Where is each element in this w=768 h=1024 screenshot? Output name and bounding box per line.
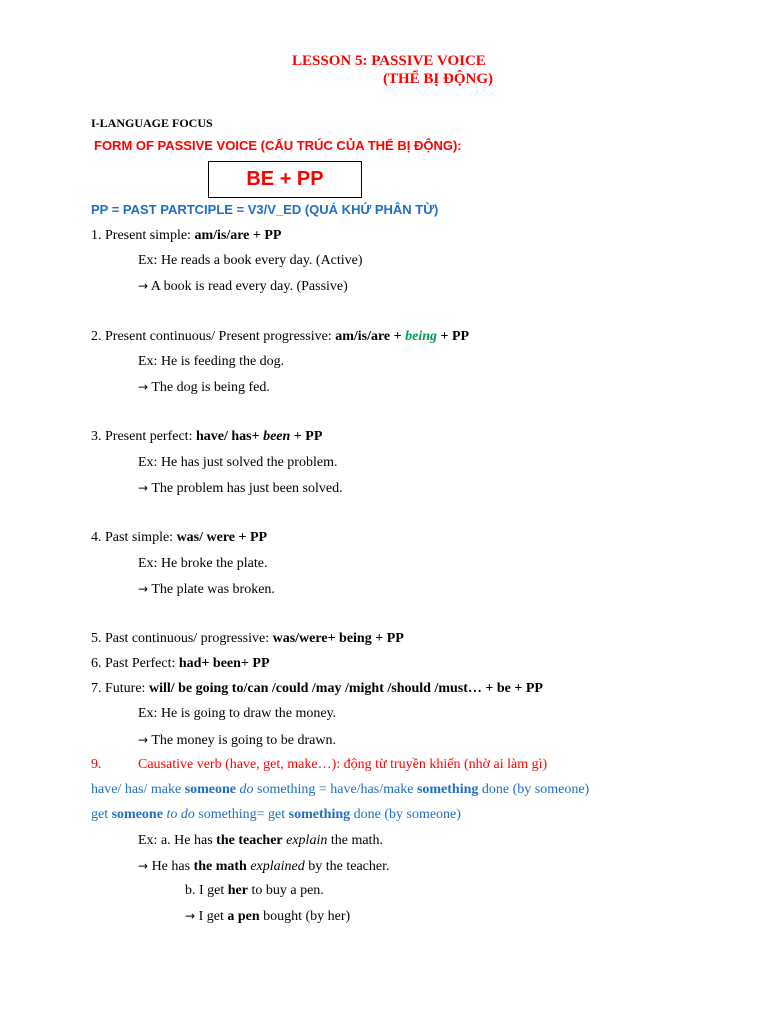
item-label: 5. Past continuous/ progressive: xyxy=(91,631,273,646)
text-part-bold: something xyxy=(288,807,351,822)
text-part-bold: someone xyxy=(184,782,237,797)
result-text: A book is read every day. (Passive) xyxy=(150,279,348,294)
item-past-continuous xyxy=(91,630,404,648)
pp-definition: PP = PAST PARTCIPLE = V3/V_ED (QUÁ KHỨ PHÂN TỪ) xyxy=(91,202,439,217)
item-causative-number: 9. xyxy=(91,757,102,772)
text-part: something= get xyxy=(194,807,289,822)
example-line: Ex: He broke the plate. xyxy=(138,556,268,571)
arrow-right-icon: → xyxy=(138,859,149,873)
item-rule: will/ be going to/can /could /may /might /should /must… + be + PP xyxy=(148,681,543,696)
arrow-right-icon: → xyxy=(138,481,149,495)
causative-example-a xyxy=(138,832,383,850)
item-rule-end: + PP xyxy=(290,429,323,444)
item-present-simple xyxy=(91,227,281,245)
form-heading: FORM OF PASSIVE VOICE (CẤU TRÚC CỦA THỂ BỊ ĐỘNG): xyxy=(94,138,462,153)
item-label: 4. Past simple: xyxy=(91,530,177,545)
result-line xyxy=(138,378,270,397)
arrow-right-icon: → xyxy=(185,909,196,923)
text-part-bold: something xyxy=(416,782,479,797)
item-label: 3. Present perfect: xyxy=(91,429,196,444)
text-part-italic: to do xyxy=(166,807,195,822)
item-label: 1. Present simple: xyxy=(91,228,195,243)
item-rule: was/ were + PP xyxy=(176,530,268,545)
example-line: Ex: He is going to draw the money. xyxy=(138,706,337,721)
causative-get-line xyxy=(91,806,461,824)
item-rule: was/were+ being + PP xyxy=(272,631,404,646)
result-text: The plate was broken. xyxy=(151,582,275,597)
text-part: He has xyxy=(151,859,194,874)
result-text: The money is going to be drawn. xyxy=(151,733,336,748)
result-text: The problem has just been solved. xyxy=(151,481,343,496)
item-future xyxy=(91,680,543,698)
text-part-bold: a pen xyxy=(227,909,260,924)
text-part-italic: explained xyxy=(250,859,305,874)
text-part: get xyxy=(91,807,112,822)
item-rule: am/is/are + PP xyxy=(194,228,282,243)
example-line: Ex: He has just solved the problem. xyxy=(138,455,338,470)
arrow-right-icon: → xyxy=(138,582,149,596)
text-part: Ex: a. He has xyxy=(138,833,217,848)
item-rule-end: + PP xyxy=(437,329,470,344)
item-rule: had+ been+ PP xyxy=(178,656,270,671)
causative-example-b xyxy=(185,882,324,900)
lesson-subtitle: (THỂ BỊ ĐỘNG) xyxy=(383,71,494,87)
result-line xyxy=(138,479,343,498)
text-part: by the teacher. xyxy=(304,859,390,874)
text-part: to buy a pen. xyxy=(247,883,324,898)
text-part: I get xyxy=(198,909,228,924)
item-rule: am/is/are + xyxy=(335,329,406,344)
item-rule: have/ has+ xyxy=(195,429,264,444)
text-part-italic: do xyxy=(239,782,254,797)
item-present-continuous xyxy=(91,328,469,346)
result-line xyxy=(138,277,348,296)
text-part-bold: her xyxy=(227,883,248,898)
item-label: 7. Future: xyxy=(91,681,149,696)
item-causative-heading: Causative verb (have, get, make…): động từ truyền khiến (nhờ ai làm gì) xyxy=(138,757,548,772)
text-part-bold: the math xyxy=(193,859,247,874)
example-line: Ex: He reads a book every day. (Active) xyxy=(138,253,363,268)
text-part-bold: the teacher xyxy=(216,833,283,848)
text-part: b. I get xyxy=(185,883,228,898)
item-past-simple xyxy=(91,529,267,547)
causative-result-b xyxy=(185,907,350,926)
item-past-perfect xyxy=(91,655,270,673)
arrow-right-icon: → xyxy=(138,279,149,293)
item-label: 2. Present continuous/ Present progressive: xyxy=(91,329,336,344)
arrow-right-icon: → xyxy=(138,733,149,747)
text-part-bold: someone xyxy=(111,807,163,822)
text-part: done (by someone) xyxy=(350,807,461,822)
text-part: the math. xyxy=(327,833,383,848)
item-present-perfect xyxy=(91,428,322,446)
result-text: The dog is being fed. xyxy=(151,380,270,395)
causative-result-a xyxy=(138,857,390,876)
lesson-title: LESSON 5: PASSIVE VOICE xyxy=(292,53,486,69)
text-part: done (by someone) xyxy=(478,782,590,797)
item-rule-being: being xyxy=(405,329,438,344)
example-line: Ex: He is feeding the dog. xyxy=(138,354,285,369)
causative-have-line xyxy=(91,781,589,799)
item-label: 6. Past Perfect: xyxy=(91,656,179,671)
arrow-right-icon: → xyxy=(138,380,149,394)
text-part: something = have/has/make xyxy=(253,782,417,797)
formula-box xyxy=(208,161,362,198)
text-part: bought (by her) xyxy=(259,909,351,924)
text-part-italic: explain xyxy=(286,833,328,848)
formula: BE + PP xyxy=(246,168,324,190)
result-line xyxy=(138,731,336,750)
result-line xyxy=(138,580,275,599)
text-part: have/ has/ make xyxy=(91,782,185,797)
section-heading: I-LANGUAGE FOCUS xyxy=(91,116,213,130)
item-rule-been: been xyxy=(263,429,291,444)
